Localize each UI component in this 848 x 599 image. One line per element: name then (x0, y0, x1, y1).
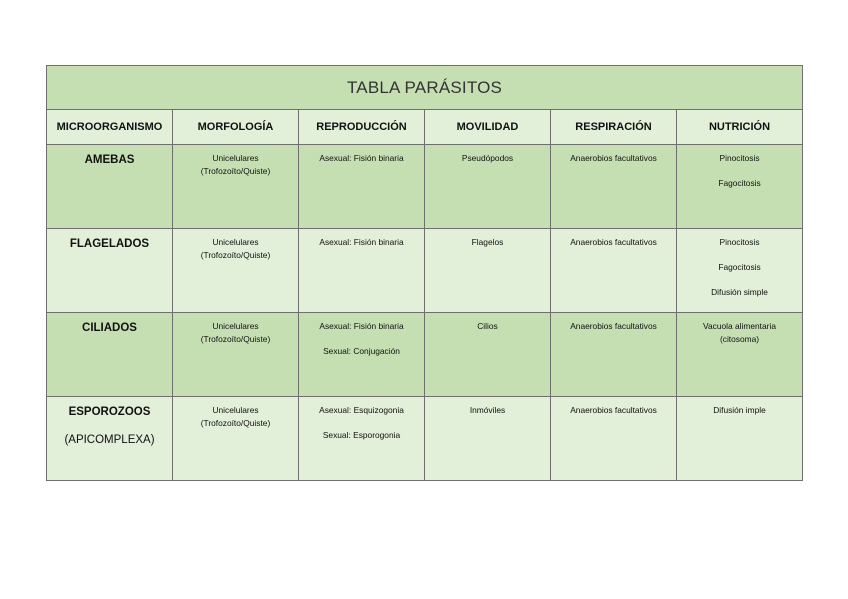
cell-microorganismo (47, 313, 173, 397)
header-respiracion: RESPIRACIÓN (551, 110, 677, 145)
parasites-table-container (46, 65, 802, 481)
cell-text: Anaerobios facultativos (570, 321, 657, 331)
cell-text: Sexual: Esporogonia (322, 430, 401, 440)
cell-movilidad (425, 313, 551, 397)
cell-microorganismo (47, 229, 173, 313)
header-morfologia: MORFOLOGÍA (173, 110, 299, 145)
cell-morfologia (173, 397, 299, 481)
cell-nutricion (677, 145, 803, 229)
cell-movilidad (425, 397, 551, 481)
cell-text: (APICOMPLEXA) (64, 434, 155, 446)
cell-nutricion (677, 397, 803, 481)
cell-text: Pinocitosis (719, 237, 760, 247)
cell-text: Fagocitosis (718, 262, 761, 272)
table-row (47, 229, 803, 313)
cell-respiracion (551, 397, 677, 481)
cell-text: Difusión imple (713, 405, 766, 415)
cell-nutricion (677, 229, 803, 313)
cell-microorganismo (47, 397, 173, 481)
cell-text: Asexual: Esquizogonia (319, 405, 404, 415)
cell-text: (Trofozoíto/Quiste) (200, 250, 271, 260)
cell-text: Pseudópodos (461, 153, 514, 163)
cell-text: ESPOROZOOS (68, 406, 151, 418)
cell-text: Pinocitosis (719, 153, 760, 163)
table-title: TABLA PARÁSITOS (47, 66, 803, 110)
cell-morfologia (173, 229, 299, 313)
cell-reproduccion (299, 397, 425, 481)
parasites-table (46, 65, 803, 481)
cell-text: Asexual: Fisión binaria (319, 237, 404, 247)
cell-text: Flagelos (471, 237, 504, 247)
table-row (47, 313, 803, 397)
cell-reproduccion (299, 229, 425, 313)
cell-text: CILIADOS (82, 322, 137, 334)
cell-respiracion (551, 313, 677, 397)
cell-morfologia (173, 145, 299, 229)
cell-text: Asexual: Fisión binaria (319, 153, 404, 163)
cell-text: Asexual: Fisión binaria (319, 321, 404, 331)
header-reproduccion: REPRODUCCIÓN (299, 110, 425, 145)
cell-respiracion (551, 229, 677, 313)
cell-text: Anaerobios facultativos (570, 237, 657, 247)
cell-reproduccion (299, 145, 425, 229)
table-title-row (47, 66, 803, 110)
table-row (47, 397, 803, 481)
cell-text: Fagocitosis (718, 178, 761, 188)
cell-morfologia (173, 313, 299, 397)
cell-text: Unicelulares (212, 321, 259, 331)
cell-text: FLAGELADOS (69, 238, 150, 250)
cell-text: Unicelulares (212, 405, 259, 415)
cell-nutricion (677, 313, 803, 397)
header-microorganismo: MICROORGANISMO (47, 110, 173, 145)
cell-text: Inmóviles (469, 405, 506, 415)
cell-microorganismo (47, 145, 173, 229)
table-header-row (47, 110, 803, 145)
cell-text: Sexual: Conjugación (323, 346, 400, 356)
cell-movilidad (425, 145, 551, 229)
cell-text: Anaerobios facultativos (570, 405, 657, 415)
cell-text: AMEBAS (84, 154, 135, 166)
cell-movilidad (425, 229, 551, 313)
cell-respiracion (551, 145, 677, 229)
table-row (47, 145, 803, 229)
cell-text: (Trofozoíto/Quiste) (200, 418, 271, 428)
cell-reproduccion (299, 313, 425, 397)
cell-text: Cilios (477, 321, 498, 331)
cell-text: Anaerobios facultativos (570, 153, 657, 163)
header-nutricion: NUTRICIÓN (677, 110, 803, 145)
cell-text: Vacuola alimentaria (703, 321, 776, 331)
cell-text: (Trofozoíto/Quiste) (200, 166, 271, 176)
cell-text: Unicelulares (212, 153, 259, 163)
header-movilidad: MOVILIDAD (425, 110, 551, 145)
cell-text: (Trofozoíto/Quiste) (200, 334, 271, 344)
cell-text: (citosoma) (719, 334, 760, 344)
cell-text: Unicelulares (212, 237, 259, 247)
cell-text: Difusión simple (711, 287, 768, 297)
